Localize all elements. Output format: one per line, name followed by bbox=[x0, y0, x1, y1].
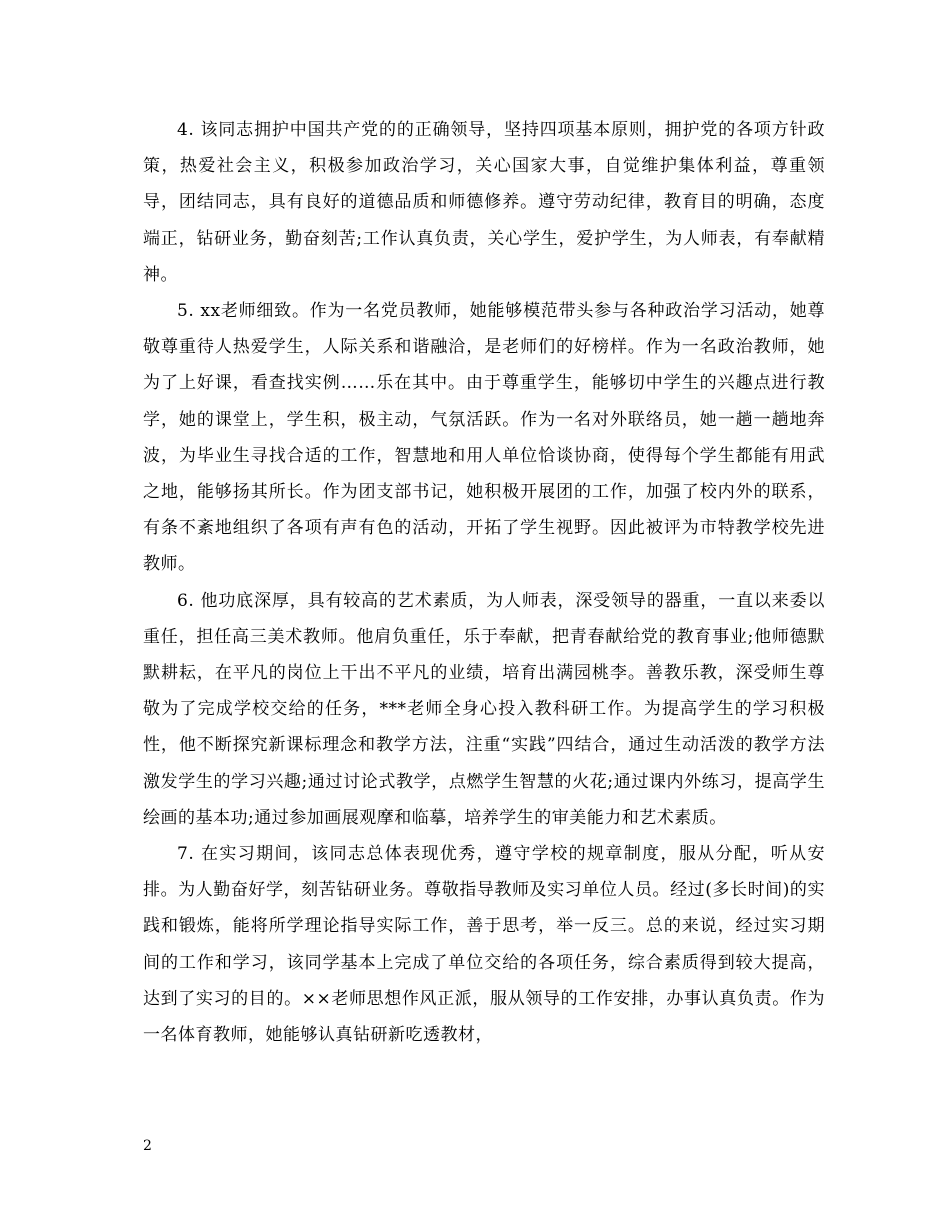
paragraph-6: 6. 他功底深厚，具有较高的艺术素质，为人师表，深受领导的器重，一直以来委以重任，担任高三美术教师。他肩负重任，乐于奉献，把青春献给党的教育事业;他师德默默耕耘，在平凡的岗位上干出不平凡的业绩，培育出满园桃李。善教乐教，深受师生尊敬为了完成学校交给的任务，***老师全身心投入教科研工作。为提高学生的学习积极性，他不断探究新课标理念和教学方法，注重“实践”四结合，通过生动活泼的教学方法激发学生的学习兴趣;通过讨论式教学，点燃学生智慧的火花;通过课内外练习，提高学生绘画的基本功;通过参加画展观摩和临摹，培养学生的审美能力和艺术素质。 bbox=[143, 590, 825, 828]
paragraph-5: 5. xx老师细致。作为一名党员教师，她能够模范带头参与各种政治学习活动，她尊敬尊重待人热爱学生，人际关系和谐融洽，是老师们的好榜样。作为一名政治教师，她为了上好课，看查找实例……乐在其中。由于尊重学生，能够切中学生的兴趣点进行教学，她的课堂上，学生积，极主动，气氛活跃。作为一名对外联络员，她一趟一趟地奔波，为毕业生寻找合适的工作，智慧地和用人单位恰谈协商，使得每个学生都能有用武之地，能够扬其所长。作为团支部书记，她积极开展团的工作，加强了校内外的联系，有条不紊地组织了各项有声有色的活动，开拓了学生视野。因此被评为市特教学校先进教师。 bbox=[143, 301, 825, 575]
document-body bbox=[143, 112, 825, 1053]
page-number: 2 bbox=[143, 1138, 152, 1154]
paragraph-7: 7. 在实习期间，该同志总体表现优秀，遵守学校的规章制度，服从分配，听从安排。为人勤奋好学，刻苦钻研业务。尊敬指导教师及实习单位人员。经过(多长时间)的实践和锻炼，能将所学理论指导实际工作，善于思考，举一反三。总的来说，经过实习期间的工作和学习，该同学基本上完成了单位交给的各项任务，综合素质得到较大提高，达到了实习的目的。××老师思想作风正派，服从领导的工作安排，办事认真负责。作为一名体育教师，她能够认真钻研新吃透教材， bbox=[143, 844, 825, 1046]
paragraph-4: 4. 该同志拥护中国共产党的的正确领导，坚持四项基本原则，拥护党的各项方针政策，热爱社会主义，积极参加政治学习，关心国家大事，自觉维护集体利益，尊重领导，团结同志，具有良好的道德品质和师德修养。遵守劳动纪律，教育目的明确，态度端正，钻研业务，勤奋刻苦;工作认真负责，关心学生，爱护学生，为人师表，有奉献精神。 bbox=[143, 120, 825, 285]
